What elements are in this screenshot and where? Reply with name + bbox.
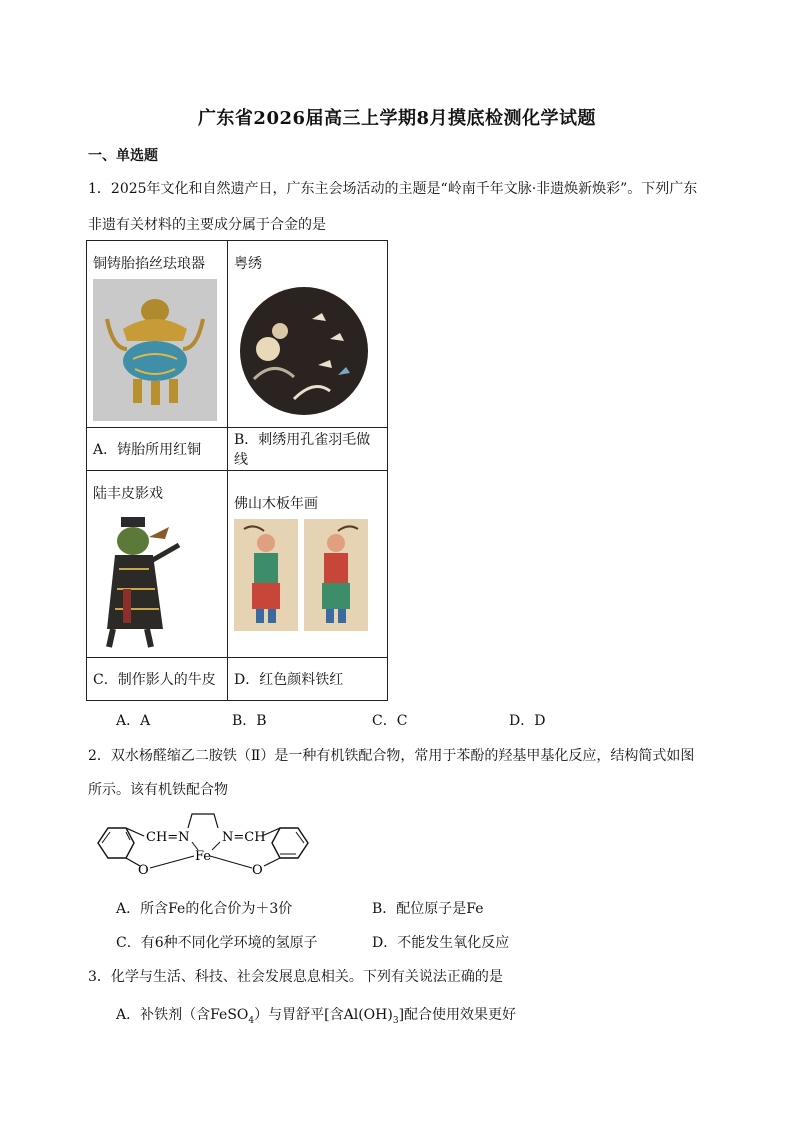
cell-label: 佛山木板年画: [234, 496, 318, 512]
question-1-text-cont: 非遗有关材料的主要成分属于合金的是: [88, 217, 326, 233]
option-a[interactable]: A．A: [116, 713, 151, 729]
page-title: 广东省2026届高三上学期8月摸底检测化学试题: [197, 108, 597, 129]
cell-cloisonne: [87, 241, 228, 428]
caption-b: B．刺绣用孔雀羽毛做线: [228, 428, 388, 471]
cell-embroidery: [228, 241, 388, 428]
embroidery-image: [234, 279, 374, 421]
question-1-table: [86, 240, 388, 701]
woodblock-print-image: [234, 519, 368, 631]
question-1-options: [116, 710, 676, 728]
section-heading: 一、单选题: [88, 148, 158, 164]
cell-label: 陆丰皮影戏: [93, 486, 163, 502]
option-c[interactable]: C．C: [372, 713, 408, 729]
q3-sub-1: 4: [248, 1015, 255, 1026]
q3-option-a-prefix: A．补铁剂（含FeSO: [116, 1007, 249, 1023]
structure-diagram: [88, 806, 318, 880]
q3-option-a-suffix: ]配合使用效果更好: [398, 1007, 517, 1023]
q2-option-b[interactable]: B．配位原子是Fe: [372, 901, 484, 917]
right-imine-label: N=CH: [222, 830, 266, 845]
question-3-text: 3．化学与生活、科技、社会发展息息相关。下列有关说法正确的是: [88, 969, 503, 985]
q3-option-a[interactable]: [116, 1004, 516, 1026]
cell-label: 铜铸胎掐丝珐琅器: [93, 256, 205, 272]
o-left-label: O: [138, 863, 149, 878]
left-imine-label: CH=N: [146, 830, 190, 845]
cell-label: 粤绣: [234, 256, 262, 272]
q2-option-c[interactable]: C．有6种不同化学环境的氢原子: [116, 935, 318, 951]
q3-sub-2: 3: [392, 1015, 399, 1026]
fe-label: Fe: [195, 849, 212, 864]
cell-woodblock-print: [228, 471, 388, 658]
question-2-text: 2．双水杨醛缩乙二胺铁（Ⅱ）是一种有机铁配合物，常用于苯酚的羟基甲基化反应，结构简式如图: [88, 748, 695, 764]
shadow-puppet-image: [93, 509, 189, 653]
caption-a: A．铸胎所用红铜: [87, 428, 228, 471]
caption-d: D．红色颜料铁红: [228, 658, 388, 701]
option-d[interactable]: D．D: [509, 713, 546, 729]
question-2-text-cont: 所示。该有机铁配合物: [88, 782, 228, 798]
o-right-label: O: [252, 863, 263, 878]
q2-option-a[interactable]: A．所含Fe的化合价为＋3价: [116, 901, 293, 917]
option-b[interactable]: B．B: [232, 713, 267, 729]
left-benzene-ring: [98, 828, 134, 858]
q3-option-a-mid: ）与胃舒平[含Al(OH): [254, 1007, 393, 1023]
q2-option-d[interactable]: D．不能发生氧化反应: [372, 935, 510, 951]
question-1-text: 1．2025年文化和自然遗产日，广东主会场活动的主题是“岭南千年文脉·非遗焕新焕彩”。下列广东: [88, 181, 698, 197]
cell-shadow-puppet: [87, 471, 228, 658]
caption-c: C．制作影人的牛皮: [87, 658, 228, 701]
cloisonne-censer-image: [93, 279, 217, 421]
